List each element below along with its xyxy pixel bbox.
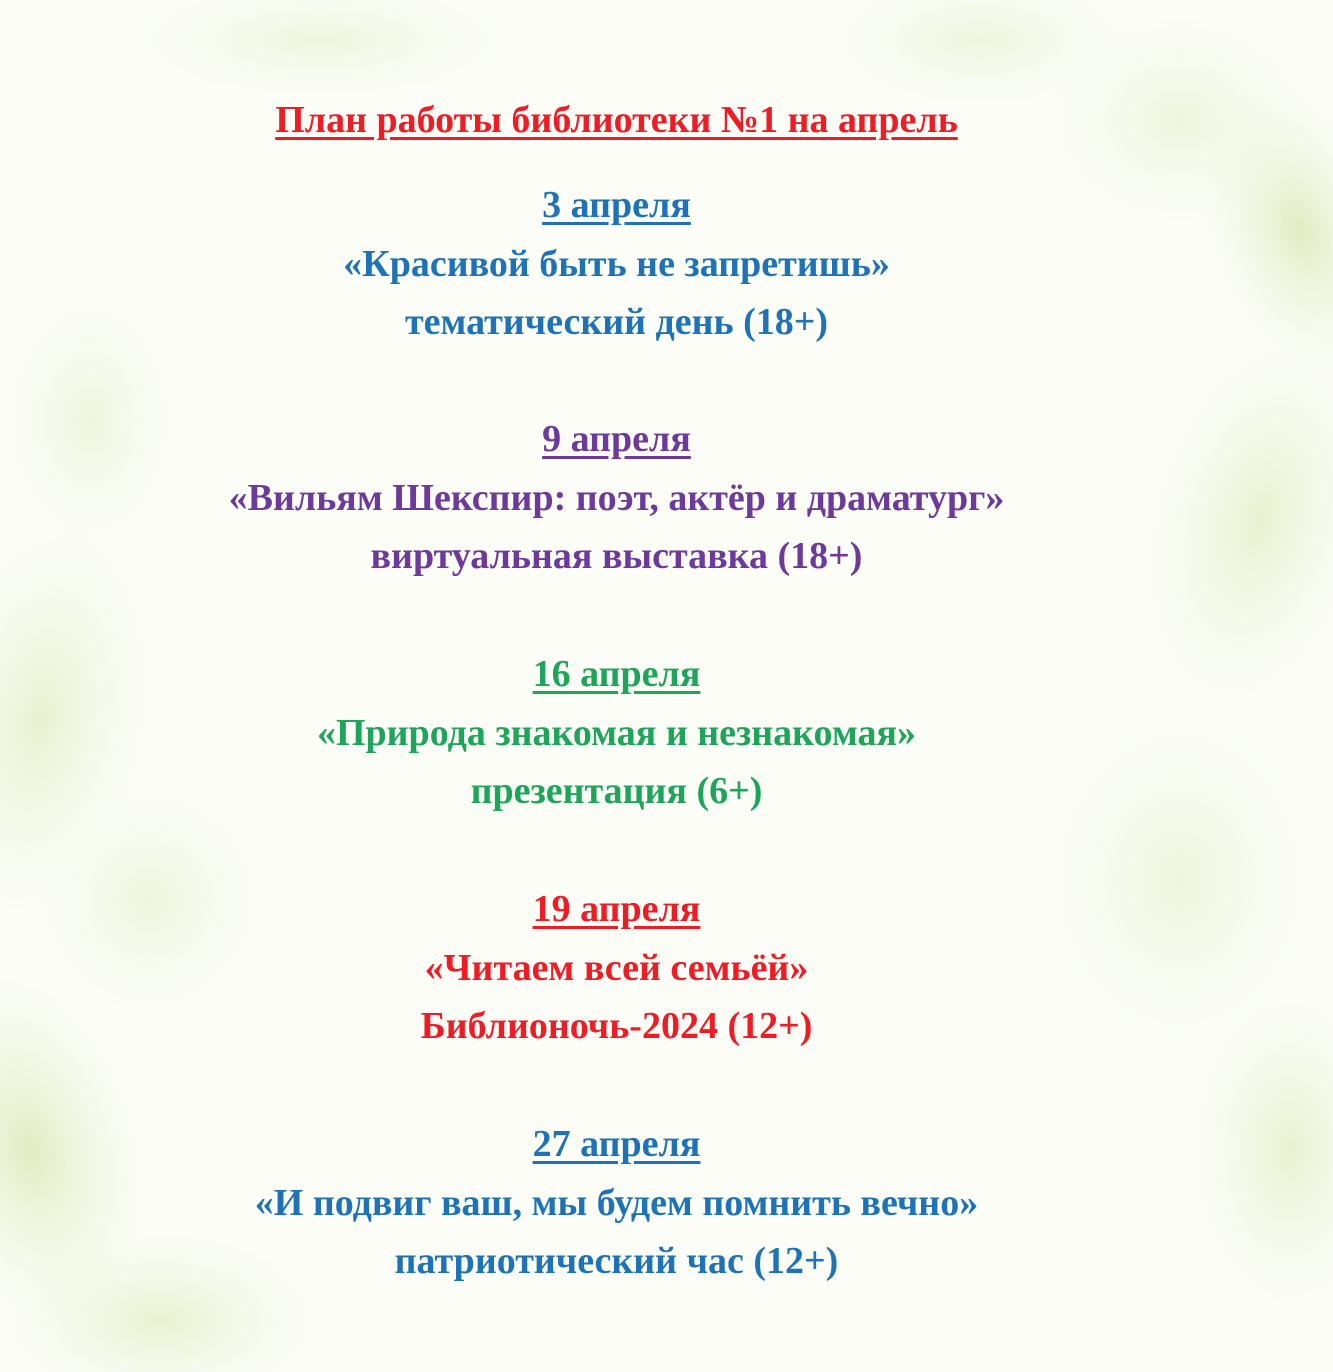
event-date: 3 апреля — [542, 184, 691, 226]
event-block — [0, 880, 1233, 1056]
event-type: виртуальная выставка (18+) — [370, 535, 863, 577]
event-block — [0, 410, 1233, 586]
event-date: 16 апреля — [532, 653, 701, 695]
event-name: «Природа знакомая и незнакомая» — [316, 711, 917, 754]
event-name: «Красивой быть не запретишь» — [343, 242, 890, 285]
event-type: тематический день (18+) — [404, 301, 829, 343]
event-date: 19 апреля — [532, 888, 701, 930]
event-date: 9 апреля — [542, 418, 691, 460]
event-name: «Читаем всей семьёй» — [424, 946, 809, 989]
event-name: «Вильям Шекспир: поэт, актёр и драматург» — [228, 476, 1005, 519]
event-type: патриотический час (12+) — [394, 1240, 839, 1282]
event-date: 27 апреля — [532, 1123, 701, 1165]
event-type: Библионочь-2024 (12+) — [420, 1005, 813, 1047]
event-name: «И подвиг ваш, мы будем помнить вечно» — [254, 1181, 979, 1224]
document-title: План работы библиотеки №1 на апрель — [275, 99, 958, 141]
event-block — [0, 176, 1233, 352]
event-type: презентация (6+) — [470, 770, 763, 812]
event-block — [0, 1115, 1233, 1291]
event-block — [0, 645, 1233, 821]
